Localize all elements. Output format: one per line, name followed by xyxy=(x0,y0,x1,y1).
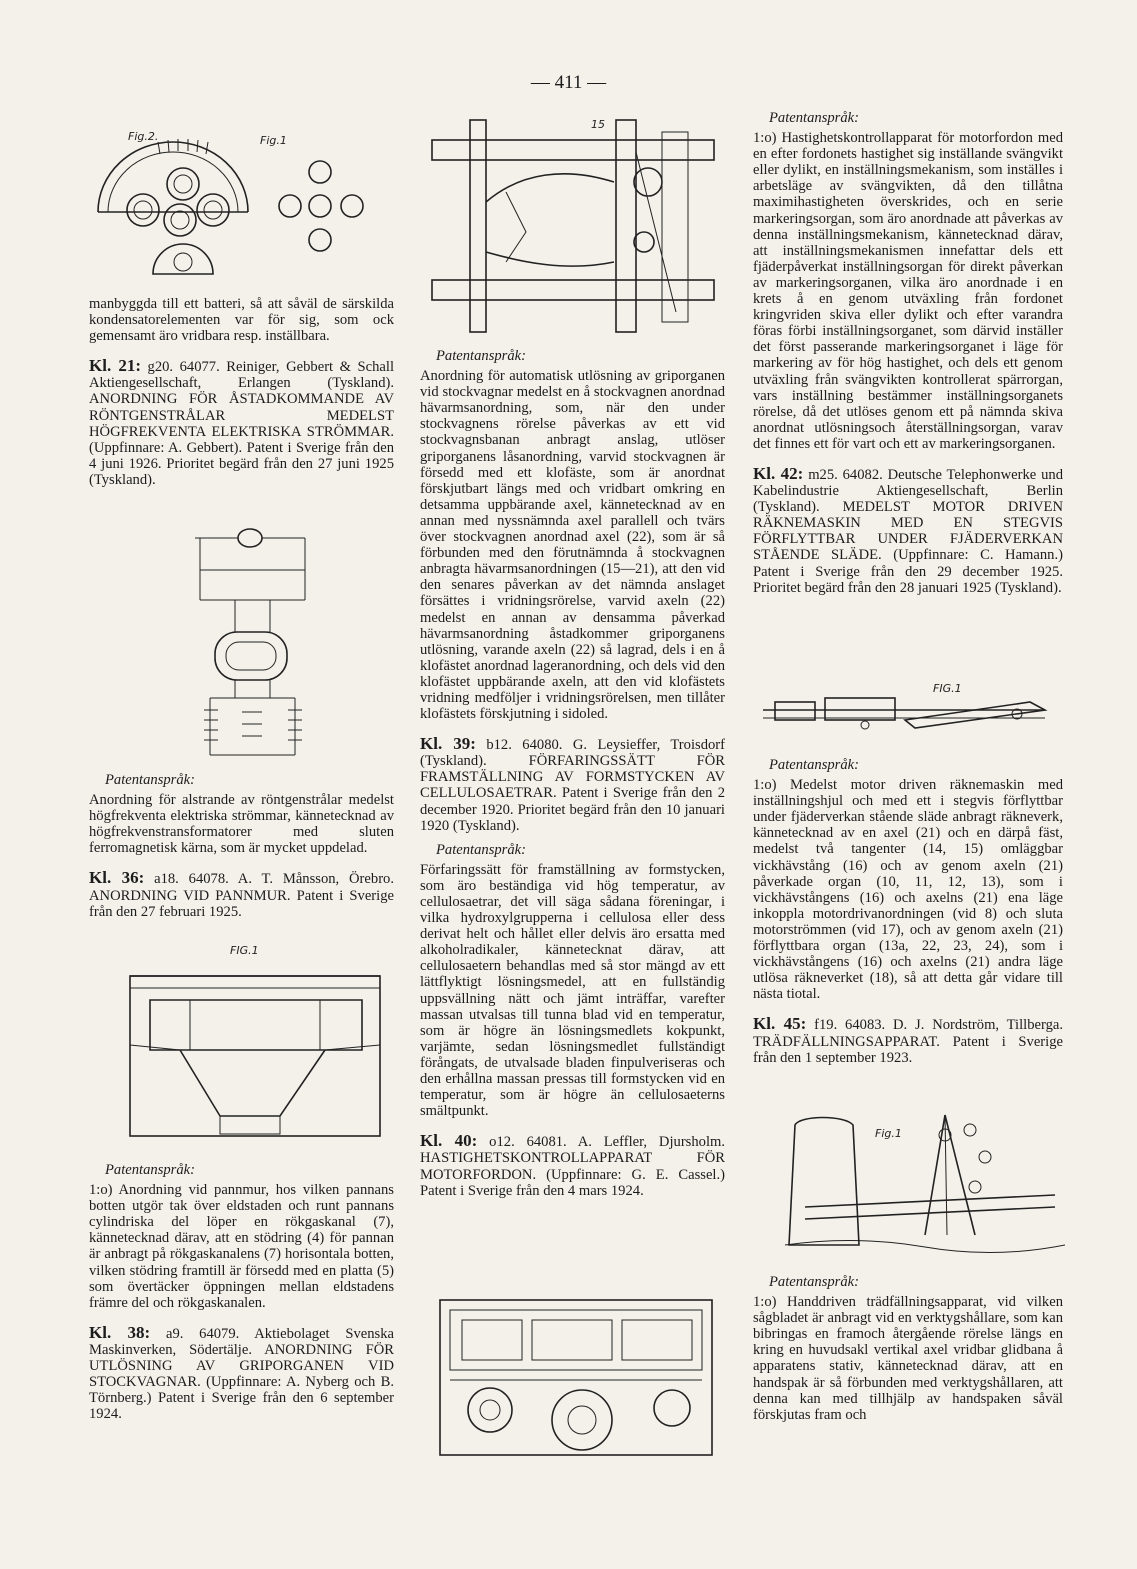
figure-annotation: 15 xyxy=(591,118,605,131)
entry-text: 64078. A. T. Månsson, Örebro. ANORDNING VID PANNMUR. Patent i Sverige från den 27 februari 1925. xyxy=(89,871,394,920)
column-3-bottom xyxy=(753,1272,1063,1423)
intro-paragraph: manbyggda till ett batteri, så att såväl de särskilda kondensatorelementen var för sig, som ock gemensamt äro vridbara resp. inställbara. xyxy=(89,296,394,345)
claim-text-kl45: 1:o) Handdriven trädfällningsapparat, vid vilken sågbladet är anbragt vid en verktygshållare, som kan bibringas en framoch återgående rörelse längs en kring en huvudsakl vertikal axel vridbar glidbana å apparatens stativ, kännetecknad därav, att en handspak är så förbunden med verktygshållaren, att denna kan med tillhjälp av handspaken såväl förskjutas fram och xyxy=(753,1294,1063,1423)
entry-kl45 xyxy=(753,1016,1063,1065)
claim-label: Patentanspråk: xyxy=(436,348,526,364)
kl-number: Kl. 39: xyxy=(420,734,476,754)
kl-class: f19. xyxy=(814,1017,838,1034)
figure-label-fig1: Fig.1 xyxy=(260,134,287,147)
figure-log-carriage xyxy=(426,112,726,337)
column-1-bottom xyxy=(89,1160,394,1422)
claim-text-kl42: 1:o) Medelst motor driven räknemaskin med inställningshjul och med ett i stegvis förflyttbar under fjäderverkan stående släde anbragt räkneverk, kännetecknad av en axel (21) och en därpå fäst, medelst två tangenter (14, 15) omläggbar vickhävstång (16) och av genom axeln (21) påverkade organ (10, 11, 12, 13), som i vickhävstångens (16) och axelns (21) ena läge inkoppla motordrivanordningen (vid 8) och sluta motorströmmen (vid 17), och av genom axeln (21) förflyttbara organ (13a, 22, 23, 24), som i vickhävstångens (16) och axelns (21) andra läge utlösa räkneverket (18), så att detta går vidare till nästa tiotal. xyxy=(753,777,1063,1003)
entry-kl36 xyxy=(89,870,394,919)
kl-class: m25. xyxy=(808,466,838,483)
kl-number: Kl. 38: xyxy=(89,1322,151,1342)
kl-class: a18. xyxy=(154,871,179,888)
entry-text: 64077. Reiniger, Gebbert & Schall Aktiengesellschaft, Erlangen (Tyskland). ANORDNING FÖR ÅSTADKOMMANDE AV RÖNTGENSTRÅLAR MEDELST HÖGFREKVENTA ELEKTRISKA STRÖMMAR. (Uppfinnare: A. Gebbert). Patent i Sverige från den 4 juni 1926. Prioritet begärd från den 27 juni 1925 (Tyskland). xyxy=(89,359,394,488)
kl-number: Kl. 21: xyxy=(89,356,141,376)
column-1-middle xyxy=(89,770,394,920)
figure-speed-control xyxy=(432,1290,722,1460)
kl-number: Kl. 36: xyxy=(89,868,145,888)
entry-text: 64083. D. J. Nordström, Tillberga. TRÄDFÄLLNINGSAPPARAT. Patent i Sverige från den 1 september 1923. xyxy=(753,1017,1063,1066)
claim-label: Patentanspråk: xyxy=(769,757,859,773)
kl-number: Kl. 45: xyxy=(753,1014,807,1034)
column-3-top xyxy=(753,108,1063,596)
kl-number: Kl. 40: xyxy=(420,1131,478,1151)
claim-label: Patentanspråk: xyxy=(105,1162,195,1178)
figure-calculator-slide xyxy=(755,680,1055,745)
column-2-top xyxy=(420,346,725,1199)
claim-label: Patentanspråk: xyxy=(769,110,859,126)
entry-kl21 xyxy=(89,358,394,488)
page-number: — 411 — xyxy=(530,72,607,93)
claim-label: Patentanspråk: xyxy=(769,1274,859,1290)
claim-text-kl21: Anordning för alstrande av röntgenstrålar medelst högfrekventa elektriska strömmar, kännetecknad av högfrekvenstransformatorer med sluten ferromagnetisk kärna, som är mycket uppdelad. xyxy=(89,792,394,857)
kl-class: a9. xyxy=(165,1325,184,1342)
kl-class: o12. xyxy=(489,1134,515,1151)
claim-text-kl38: Anordning för automatisk utlösning av griporganen vid stockvagnar medelst en å stockvagnen anordnad hävarmsanordning, som, när den under stockvagnens rörelse påverkas av ett vid stockvagnsbanan anbragt anslag, utlöser griporganens låsanordning, varvid stockvagnen är försedd med ett klofäste, som är anordnat förskjutbart längs med och vridbart omkring en detsamma uppbärande axel, kännetecknad av en annan med nyssnämnda axel parallell och tvärs över stockvagnen anordnad axel (22), som är så förbunden med den förutnämnda å stockvagnen anbragta hävarmsanordningen (15—21), att den vid den senares påverkan av det nämnda anslaget försättes i vridningsrörelse, varvid axeln (22) medelst en annan av densamma påverkad hävarmsanordning åstadkommer griporganens utlösning, varande axeln (22) så lagrad, dels i en å klofästet anordnad lageranordning, och dels vid den klofästet uppbärande axeln, att den vid klofästets vridning medföljer i vridningsrörelsen, men tillåter klofästets förskjutning i sidoled. xyxy=(420,368,725,723)
entry-kl40 xyxy=(420,1133,725,1198)
entry-kl42 xyxy=(753,463,1063,596)
kl-class: g20. xyxy=(147,359,174,376)
column-1-top xyxy=(89,296,394,488)
figure-label-fig1-boiler: FIG.1 xyxy=(230,944,259,957)
figure-label-fig1-tree: Fig.1 xyxy=(875,1127,902,1140)
entry-kl39 xyxy=(420,736,725,834)
figure-boiler-wall xyxy=(100,940,390,1140)
figure-tree-felling xyxy=(775,1095,1065,1270)
figure-label-fig2: Fig.2. xyxy=(128,130,159,143)
figure-condenser xyxy=(88,112,388,292)
entry-text: 64079. Aktiebolaget Svenska Maskinverken, Södertälje. ANORDNING FÖR UTLÖSNING AV GRIPORGANEN VID STOCKVAGNAR. (Uppfinnare: A. Nyberg och B. Törnberg.) Patent i Sverige från den 6 september 1924. xyxy=(89,1325,394,1423)
entry-text: 64082. Deutsche Telephonwerke und Kabelindustrie Aktiengesellschaft, Berlin (Tyskland). MEDELST MOTOR DRIVEN RÄKNEMASKIN MED EN STEGVIS FÖRFLYTTBAR UNDER FJÄDERVERKAN STÅENDE SLÄDE. (Uppfinnare: C. Hamann.) Patent i Sverige från den 29 december 1925. Prioritet begärd från den 28 januari 1925 (Tyskland). xyxy=(753,466,1063,596)
kl-class: b12. xyxy=(486,737,512,754)
column-3-middle xyxy=(753,755,1063,1066)
claim-text-kl40: 1:o) Hastighetskontrollapparat för motorfordon med en efter fordonets hastighet sig inställande svängvikt eller dylikt, en inställningsmekanism, som inställes i arbetsläge av svängvikten, då den tillåtna maximihastigheten överskrides, och en serie markeringsorgan, som äro anordnade att påverkas av denna inställningsmekanism, kännetecknad därav, att inställningsmekanismen innefattar dels ett fjäderpåverkat inställningsorgan för direkt påverkan av markeringsorganen, vilka äro anordnade i en krets å en genom utväxling från fordonet kringvriden skiva eller dylikt och efter varandra föras förbi inställningsorganet, som därvid inställer det först passerande markeringsorganet i läge för markering av för hög hastighet, och dels ett genom utväxling från svängvikten kontrollerat spärrorgan, vars inställning bestämmer inställningsorganets rörelse, då det utlöses genom ett på nämnda skiva anordnat utlösningsoch återställningsorgan, varav det finnes ett för vart och ett av markeringsorganen. xyxy=(753,130,1063,452)
claim-text-kl39: Förfaringssätt för framställning av formstycken, som äro beständiga vid hög temperatur, av cellulosaetrar, det vill säga sådana föreningar, i vilka hydroxylgrupperna i cellulosa eller dess derivat helt och hållet eller delvis äro ersatta med alkoholradikaler, kännetecknat därav, att cellulosaetern behandlas med så stor mängd av ett lättflyktigt lösningsmedel, att en fullständig uppsvällning nätt och jämt inträffar, varefter massan utvalsas till tunna blad vid en temperatur, som är högre än lösningsmedlets kokpunkt, varjämte, sedan lösningsmedlet fullständigt förångats, de utvalsade bladen finpulveriseras och den erhållna massan pressas till formstycken vid en temperatur, som är högre än cellulosaeterns smältpunkt. xyxy=(420,861,725,1120)
entry-text: 64081. A. Leffler, Djursholm. HASTIGHETSKONTROLLAPPARAT FÖR MOTORFORDON. (Uppfinnare: G. E. Cassel.) Patent i Sverige från den 4 mars 1924. xyxy=(420,1134,726,1199)
figure-xray-circuit xyxy=(180,520,320,770)
claim-text-kl36: 1:o) Anordning vid pannmur, hos vilken pannans botten utgör tak över eldstaden och runt pannans cylindriska del löper en rökgaskanal (7), kännetecknad därav, att en stödring (4) för pannan är anbragt på rökgaskanalens (7) horisontala botten, vilken stödring framtill är försedd med en platta (5) som övertäcker öppningen mellan eldstadens främre del och rökgaskanalen. xyxy=(89,1182,394,1311)
kl-number: Kl. 42: xyxy=(753,463,804,483)
claim-label: Patentanspråk: xyxy=(436,841,526,858)
entry-kl38 xyxy=(89,1322,394,1423)
entry-text: 64080. G. Leysieffer, Troisdorf (Tyskland). FÖRFARINGSSÄTT FÖR FRAMSTÄLLNING AV FORMSTYCKEN AV CELLULOSAETRAR. Patent i Sverige från den 2 december 1920. Prioritet begärd från den 10 januari 1920 (Tyskland). xyxy=(420,737,726,834)
claim-label: Patentanspråk: xyxy=(105,772,195,788)
figure-label-fig1-calc: FIG.1 xyxy=(933,682,962,695)
